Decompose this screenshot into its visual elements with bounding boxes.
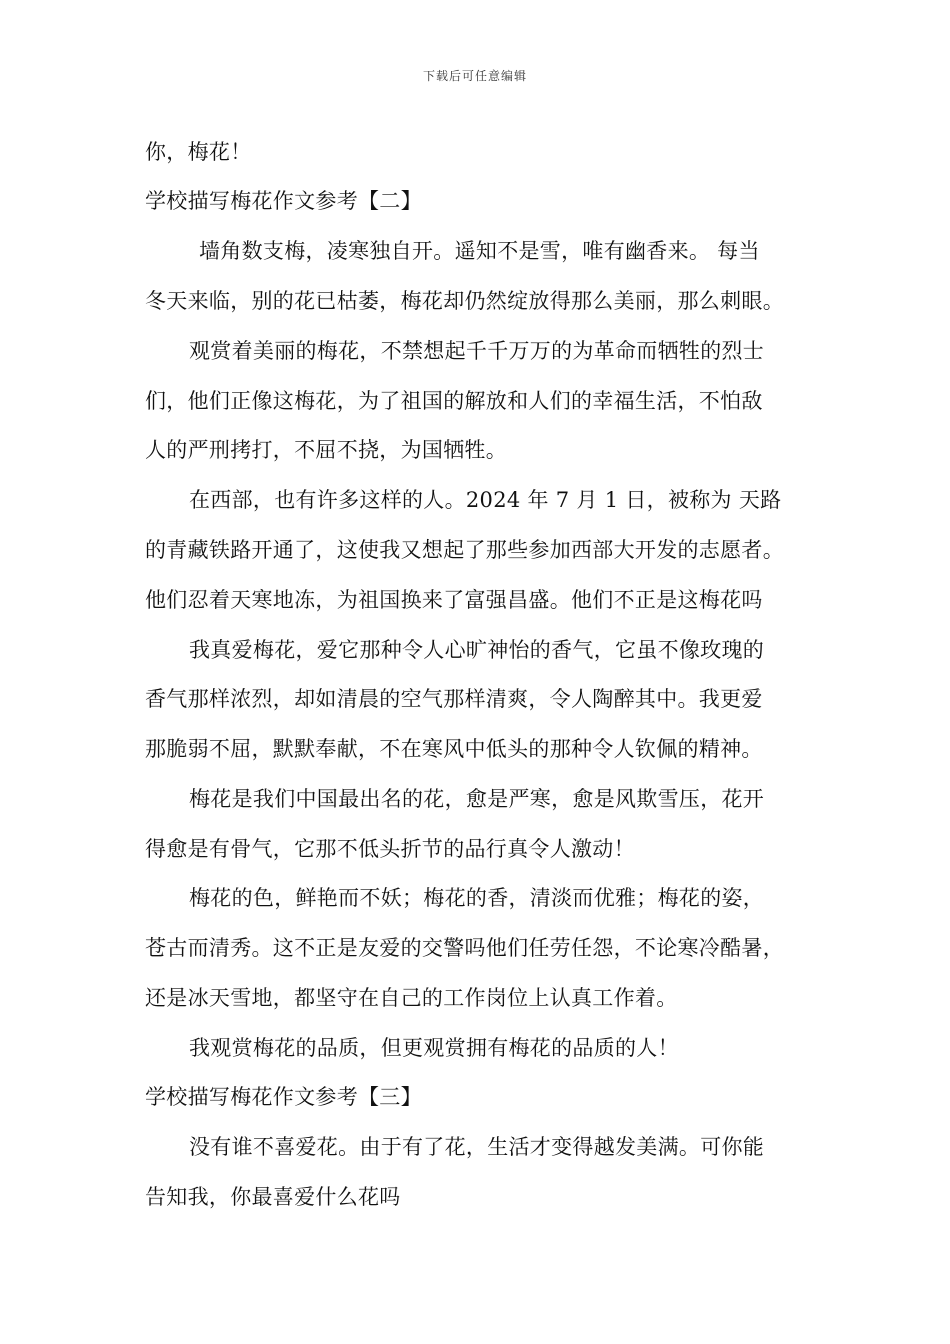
text-line: 人的严刑拷打，不屈不挠，为国牺牲。	[145, 438, 508, 462]
text-line: 你，梅花！	[145, 140, 252, 164]
page-header: 下载后可任意编辑	[422, 69, 527, 83]
section-heading: 学校描写梅花作文参考【三】	[145, 1085, 422, 1109]
text-line: 梅花是我们中国最出名的花，愈是严寒，愈是风欺雪压，花开	[189, 787, 765, 811]
text-line: 还是冰天雪地，都坚守在自己的工作岗位上认真工作着。	[145, 986, 678, 1010]
text-line: 墙角数支梅，凌寒独自开。遥知不是雪，唯有幽香来。 每当	[199, 239, 760, 263]
text-line: 得愈是有骨气，它那不低头折节的品行真令人激动！	[145, 837, 635, 861]
section-heading: 学校描写梅花作文参考【二】	[145, 189, 422, 213]
text-line: 在西部，也有许多这样的人。2024 年 7 月 1 日，被称为 天路	[189, 488, 782, 512]
text-line: 苍古而清秀。这不正是友爱的交警吗他们任劳任怨，不论寒冷酷暑，	[145, 936, 784, 960]
text-line: 梅花的色，鲜艳而不妖；梅花的香，清淡而优雅；梅花的姿，	[189, 886, 765, 910]
text-line: 观赏着美丽的梅花，不禁想起千千万万的为革命而牺牲的烈士	[189, 339, 765, 363]
text-line: 我真爱梅花，爱它那种令人心旷神怡的香气，它虽不像玫瑰的	[189, 638, 765, 662]
text-line: 们，他们正像这梅花，为了祖国的解放和人们的幸福生活，不怕敌	[145, 389, 763, 413]
text-line: 我观赏梅花的品质，但更观赏拥有梅花的品质的人！	[189, 1036, 679, 1060]
text-line: 的青藏铁路开通了，这使我又想起了那些参加西部大开发的志愿者。	[145, 538, 784, 562]
text-line: 香气那样浓烈，却如清晨的空气那样清爽，令人陶醉其中。我更爱	[145, 687, 763, 711]
text-line: 冬天来临，别的花已枯萎，梅花却仍然绽放得那么美丽，那么刺眼。	[145, 289, 784, 313]
text-line: 那脆弱不屈，默默奉献，不在寒风中低头的那种令人钦佩的精神。	[145, 737, 763, 761]
text-line: 告知我，你最喜爱什么花吗	[145, 1185, 401, 1209]
text-line: 他们忍着天寒地冻，为祖国换来了富强昌盛。他们不正是这梅花吗	[145, 588, 763, 612]
text-line: 没有谁不喜爱花。由于有了花，生活才变得越发美满。可你能	[189, 1135, 765, 1159]
